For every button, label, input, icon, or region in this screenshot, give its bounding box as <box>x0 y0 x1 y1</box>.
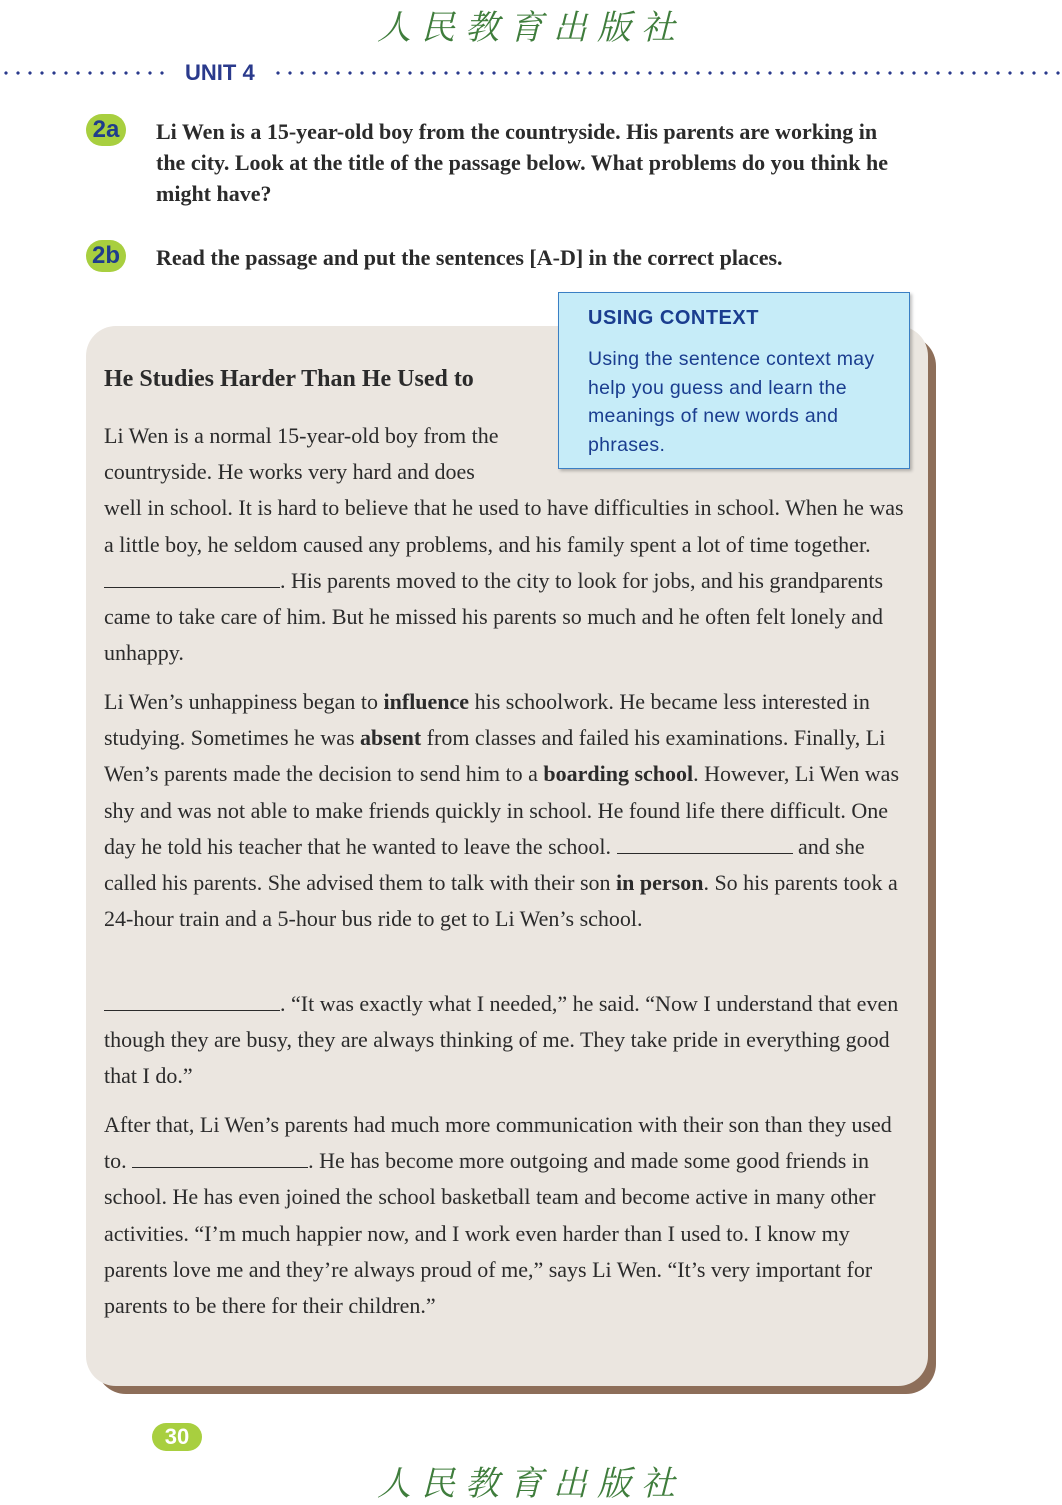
paragraph-4-text-b: . He has become more outgoing and made some good friends in school. He has even joined the school basketball team and become active in many other activities. “I’m much happier now, and I work even harder than I used to. I know my parents love me and they’re always proud of me,” says Li Wen. “It’s very important for parents to be there for their children.” <box>104 1148 876 1319</box>
answer-blank-4[interactable] <box>132 1149 308 1168</box>
publisher-footer: 人民教育出版社 <box>377 1464 685 1504</box>
passage-title: He Studies Harder Than He Used to <box>104 366 474 392</box>
task-badge-2b: 2b <box>86 240 126 272</box>
using-context-tip-box <box>558 292 910 469</box>
passage-panel <box>86 326 928 1386</box>
task-instruction-2a: Li Wen is a 15-year-old boy from the countryside. His parents are working in the city. Look at the title of the passage below. What problems do you think he might have? <box>156 119 888 206</box>
tip-heading: USING CONTEXT <box>588 307 759 329</box>
page-number: 30 <box>152 1423 202 1451</box>
answer-blank-3[interactable] <box>104 992 280 1011</box>
paragraph-2-text-g: . So his parents took a 24-hour train and a 5-hour bus ride to get to Li Wen’s school. <box>104 870 898 932</box>
paragraph-2-text-c: his schoolwork. He became less interested in studying. Sometimes he was <box>104 689 870 751</box>
paragraph-2-text-a: Li Wen’s unhappiness began to <box>104 689 384 714</box>
publisher-header: 人民教育出版社 <box>377 8 685 48</box>
paragraph-2-text-f: and she called his parents. She advised them to talk with their son <box>104 833 865 896</box>
paragraph-2-text-e: . However, Li Wen was shy and was not able to make friends quickly in school. He found life there difficult. One day he told his teacher that he wanted to leave the school. <box>104 761 900 859</box>
key-term-absent: absent <box>360 725 422 751</box>
key-term-boarding-school: boarding school <box>543 761 694 787</box>
key-term-influence: influence <box>383 689 470 714</box>
paragraph-2-text-d: from classes and failed his examinations. Finally, Li Wen’s parents made the decision to send him to a <box>104 725 886 787</box>
paragraph-1-text-a: Li Wen is a normal 15-year-old boy from the countryside. He works very hard and does well in school. It is hard to believe that he used to have difficulties in school. When he was a little boy, he seldom caused any problems, and his family spent a lot of time together. <box>104 423 904 557</box>
paragraph-1-text-b: . His parents moved to the city to look for jobs, and his grandparents came to take care of him. But he missed his parents so much and he often felt lonely and unhappy. <box>104 567 884 666</box>
dotted-divider-right <box>272 71 1062 75</box>
passage-paragraph-3 <box>104 986 910 1095</box>
answer-blank-2[interactable] <box>617 835 793 854</box>
unit-label: UNIT 4 <box>185 60 255 85</box>
paragraph-4-text-a: After that, Li Wen’s parents had much more communication with their son than they used to. <box>104 1112 892 1174</box>
task-badge-2a: 2a <box>86 114 126 146</box>
key-term-in-person: in person <box>616 870 704 896</box>
tip-body: Using the sentence context may help you guess and learn the meanings of new words and phrases. <box>588 348 875 457</box>
answer-blank-1[interactable] <box>104 569 280 588</box>
paragraph-3-text-a: . “It was exactly what I needed,” he said. “Now I understand that even though they are busy, they are always thinking of me. They take pride in everything good that I do.” <box>104 991 899 1089</box>
passage-paragraph-2 <box>104 684 910 937</box>
unit-header <box>0 60 1062 86</box>
dotted-divider-left <box>0 71 170 75</box>
passage-paragraph-4 <box>104 1107 910 1324</box>
task-instruction-2b: Read the passage and put the sentences [A-D] in the correct places. <box>156 245 783 270</box>
